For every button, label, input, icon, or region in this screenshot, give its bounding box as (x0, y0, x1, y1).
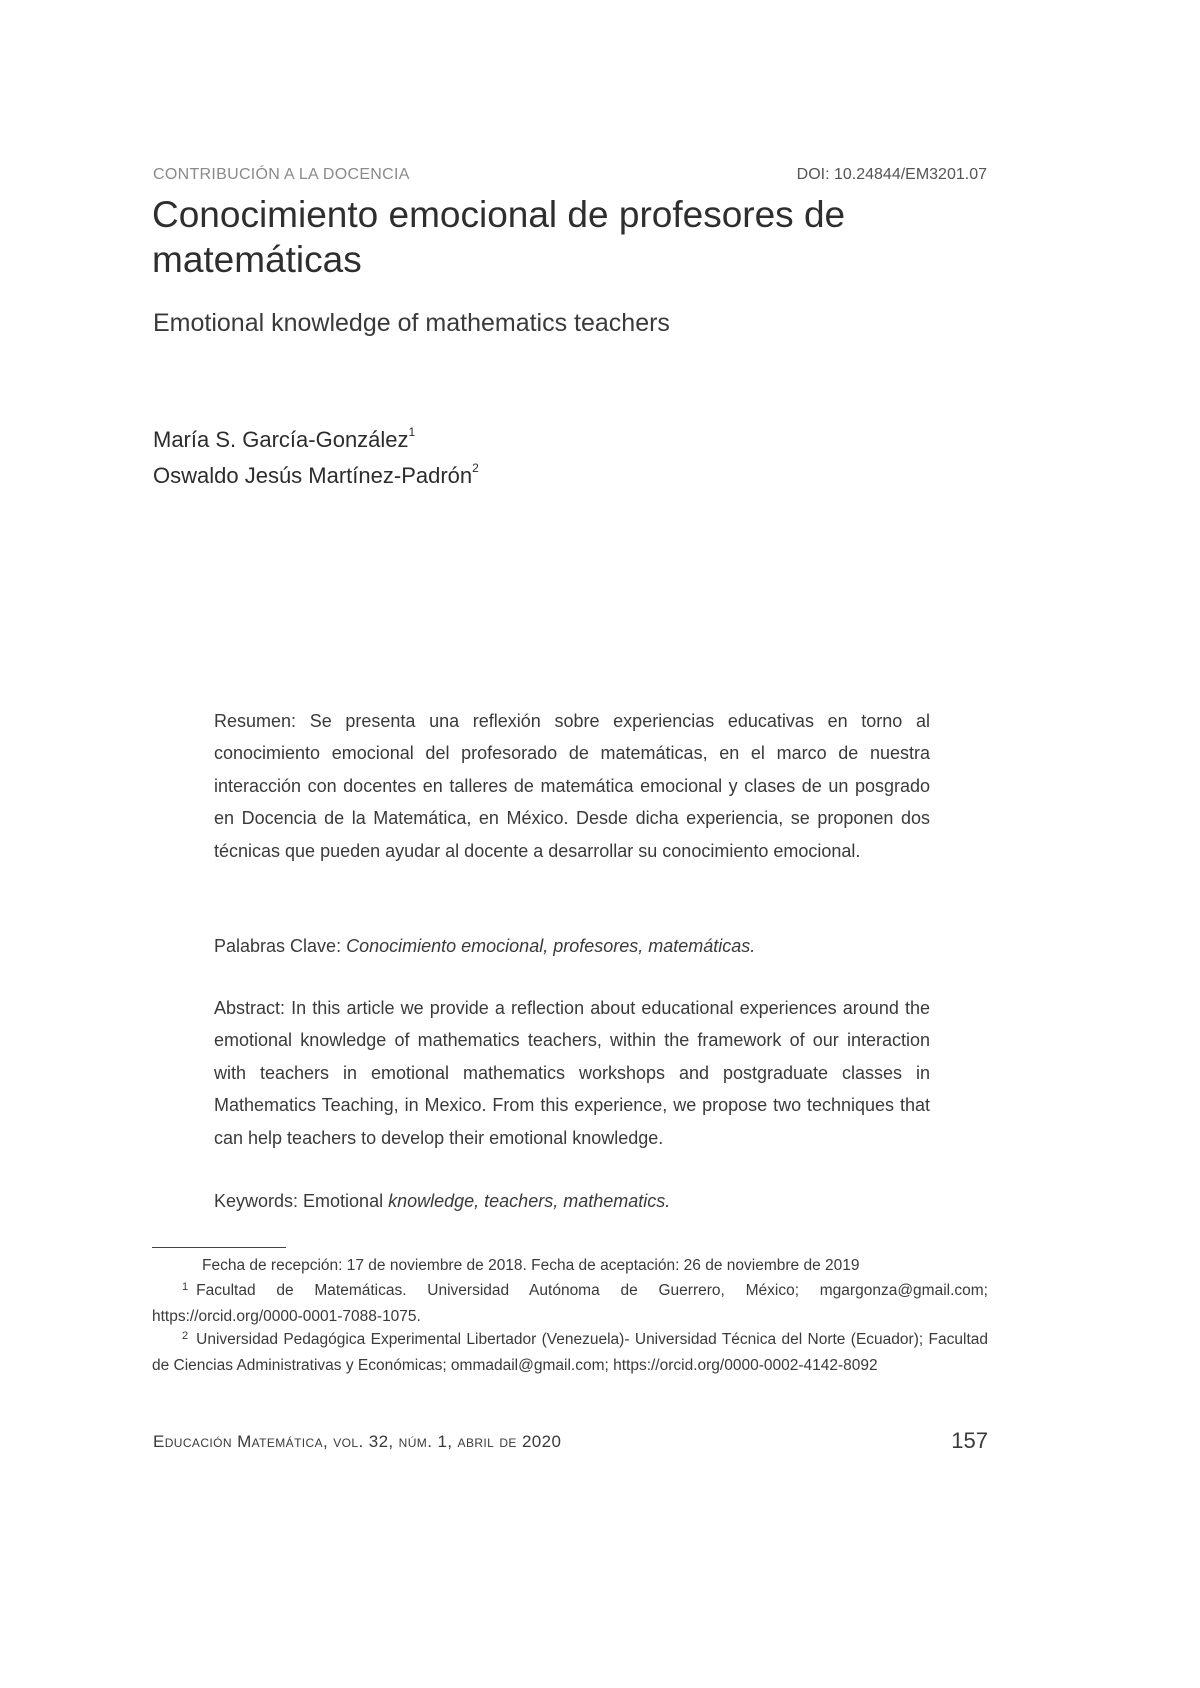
footnote-marker: 2 (472, 460, 479, 475)
author-name (153, 424, 416, 453)
footnote-marker: 1 (408, 424, 416, 439)
footnote-marker: 2 (182, 1330, 189, 1342)
footnote-text: Universidad Pedagógica Experimental Libertador (Venezuela)- Universidad Técnica del Norte (Ecuador); Facultad de Ciencias Administrativas y Económicas; ommadail@gmail.com; https://orcid.org/0000-0002-4142-8092 (152, 1331, 988, 1374)
footnote-dates: Fecha de recepción: 17 de noviembre de 2018. Fecha de aceptación: 26 de noviembre de 2019 (202, 1257, 860, 1274)
article-title: Conocimiento emocional de profesores de matemáticas (152, 194, 846, 280)
doi: DOI: 10.24844/EM3201.07 (796, 166, 987, 183)
keywords-terms: knowledge, teachers, mathematics. (388, 1191, 671, 1211)
author-name (153, 460, 479, 489)
palabras-clave-terms: Conocimiento emocional, profesores, matemáticas. (346, 936, 756, 956)
resumen-paragraph: Resumen: Se presenta una reflexión sobre experiencias educativas en torno al conocimiento emocional del profesorado de matemáticas, en el marco de nuestra interacción con docentes en talleres de matemática emocional y clases de un posgrado en Docencia de la Matemática, en México. Desde dicha experiencia, se proponen dos técnicas que pueden ayudar al docente a desarrollar su conocimiento emocional. (214, 711, 930, 861)
author-name-text: Oswaldo Jesús Martínez-Padrón (153, 463, 473, 488)
abstract-paragraph: Abstract: In this article we provide a reflection about educational experiences around the emotional knowledge of mathematics teachers, within the framework of our interaction with teachers in emotional mathematics workshops and postgraduate classes in Mathematics Teaching, in Mexico. From this experience, we propose two techniques that can help teachers to develop their emotional knowledge. (214, 998, 930, 1148)
article-subtitle: Emotional knowledge of mathematics teachers (153, 309, 670, 337)
footnote-marker: 1 (182, 1281, 189, 1293)
running-footer: Educación Matemática, vol. 32, núm. 1, abril de 2020 (153, 1432, 562, 1451)
keywords (214, 1185, 930, 1217)
keywords-label: Keywords: Emotional (214, 1191, 384, 1211)
page-number: 157 (951, 1428, 988, 1453)
footnote-text: Facultad de Matemáticas. Universidad Autónoma de Guerrero, México; mgargonza@gmail.com; https://orcid.org/0000-0001-7088-1075. (152, 1282, 988, 1325)
author-name-text: María S. García-González (153, 427, 409, 452)
palabras-clave-label: Palabras Clave: (214, 936, 342, 956)
footnote-2 (152, 1328, 988, 1378)
palabras-clave (214, 930, 930, 962)
section-label: CONTRIBUCIÓN A LA DOCENCIA (153, 166, 410, 183)
footnote-1 (152, 1279, 988, 1329)
footnote-divider (152, 1247, 286, 1248)
